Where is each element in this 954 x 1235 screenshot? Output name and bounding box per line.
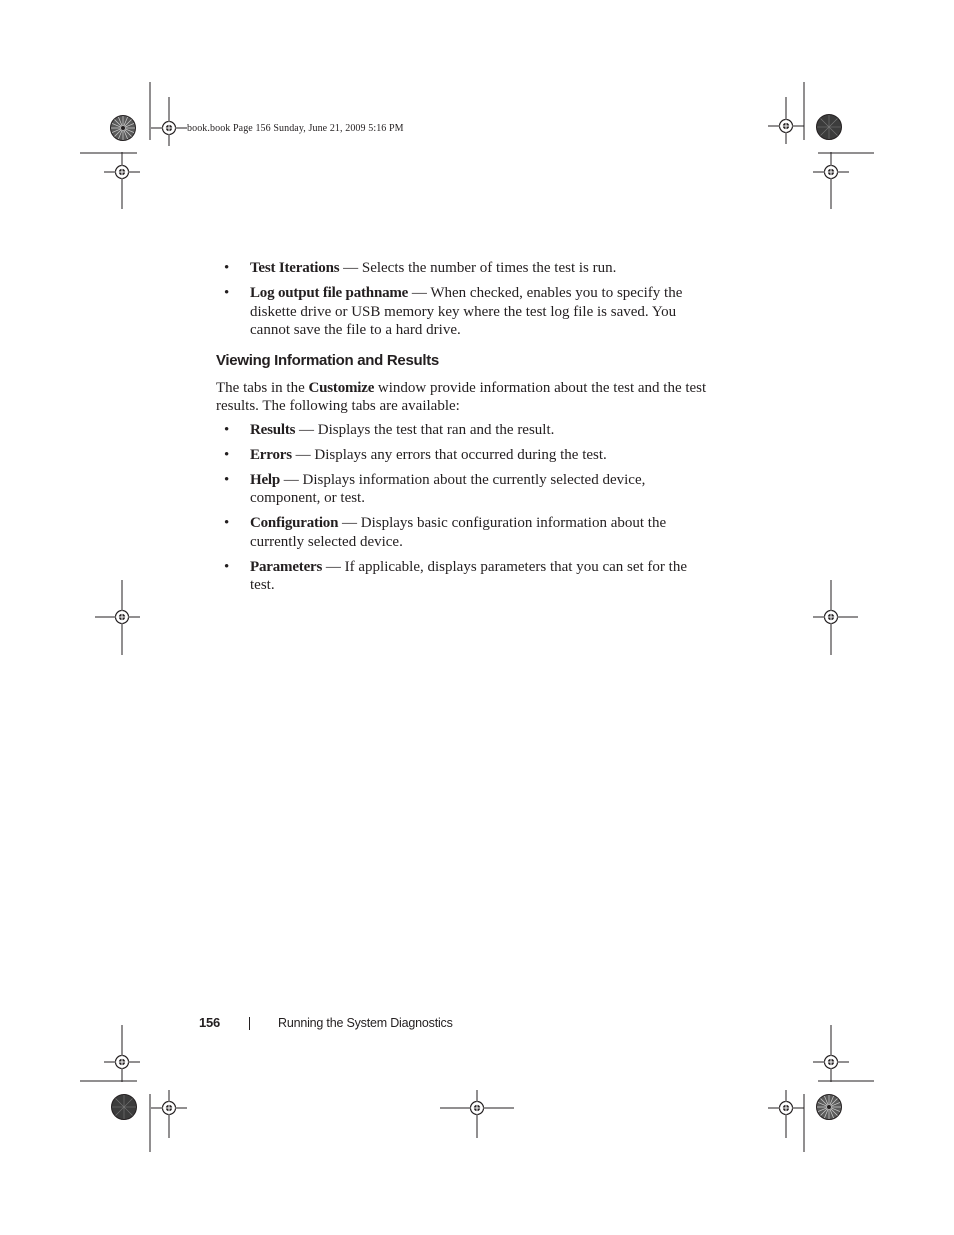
chapter-title: Running the System Diagnostics [278, 1016, 453, 1030]
list-item-text: — Displays the test that ran and the result. [295, 421, 555, 438]
page-content [216, 259, 711, 601]
list-item-text: — If applicable, displays parameters that you can set for the test. [250, 558, 687, 593]
intro-term: Customize [308, 379, 375, 396]
list-item-term: Test Iterations [250, 260, 340, 276]
tabs-list [216, 421, 711, 595]
list-item-term: Log output file pathname [250, 285, 409, 301]
section-heading: Viewing Information and Results [216, 351, 439, 369]
intro-text-after: window provide information about the test and the test results. The following tabs are available: [216, 379, 707, 414]
list-item [216, 471, 711, 508]
list-item-term: Help [250, 471, 281, 488]
list-item-text: — Displays basic configuration information about the currently selected device. [250, 515, 667, 550]
options-list [216, 259, 711, 340]
list-item [216, 284, 711, 340]
intro-text: The tabs in the [216, 379, 309, 396]
footer-divider [249, 1017, 250, 1030]
page-number: 156 [199, 1015, 221, 1030]
list-item-text: — Selects the number of times the test is run. [339, 260, 617, 276]
print-header: book.book Page 156 Sunday, June 21, 2009 5:16 PM [187, 123, 404, 134]
list-item [216, 446, 711, 465]
list-item-term: Parameters [250, 558, 323, 575]
list-item [216, 421, 711, 440]
list-item-term: Results [250, 421, 296, 438]
list-item [216, 558, 711, 595]
list-item-term: Configuration [250, 515, 339, 531]
list-item [216, 514, 711, 551]
list-item [216, 259, 711, 278]
list-item-text: — Displays information about the currently selected device, component, or test. [250, 471, 646, 506]
list-item-text: — Displays any errors that occurred during the test. [291, 446, 607, 463]
list-item-term: Errors [250, 446, 292, 463]
list-item-text: — When checked, enables you to specify the diskette drive or USB memory key where the test log file is saved. You cannot save the file to a hard drive. [250, 285, 683, 338]
intro-paragraph [216, 379, 711, 416]
